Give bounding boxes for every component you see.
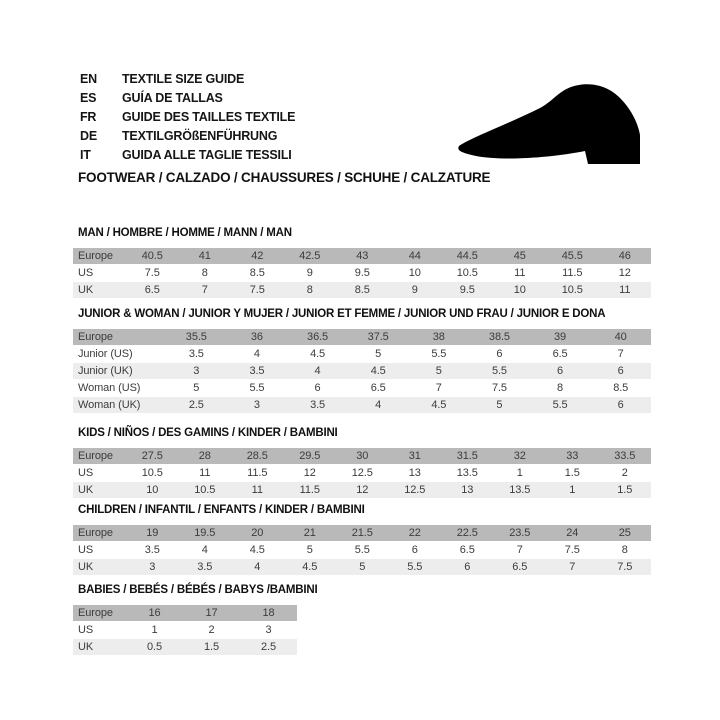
row-label: UK: [73, 482, 126, 499]
size-cell: 13: [389, 465, 442, 482]
language-list: [80, 70, 295, 165]
size-cell: 4.5: [348, 363, 409, 380]
size-row: [73, 482, 651, 499]
size-cell: 12: [284, 465, 337, 482]
size-cell: 29.5: [284, 448, 337, 465]
size-cell: 3: [126, 559, 179, 576]
size-table-children: [73, 525, 651, 576]
size-cell: 4.5: [409, 397, 470, 414]
size-cell: 3: [227, 397, 288, 414]
size-cell: 44: [389, 248, 442, 265]
size-cell: 22: [389, 525, 442, 542]
size-cell: 10: [126, 482, 179, 499]
size-cell: 4.5: [284, 559, 337, 576]
section-kids: [73, 427, 651, 499]
size-cell: 11: [494, 265, 547, 282]
size-cell: 3: [166, 363, 227, 380]
size-cell: 9.5: [441, 282, 494, 299]
row-label: US: [73, 542, 126, 559]
size-cell: 11: [179, 465, 232, 482]
size-cell: 8.5: [231, 265, 284, 282]
size-cell: 7: [590, 346, 651, 363]
row-label: UK: [73, 639, 126, 656]
dress-shoe-icon: [452, 78, 657, 173]
size-cell: 28: [179, 448, 232, 465]
size-cell: 41: [179, 248, 232, 265]
table-title-babies: BABIES / BEBÉS / BÉBÉS / BABYS /BAMBINI: [78, 584, 318, 596]
language-row: [80, 89, 295, 108]
size-cell: 6.5: [126, 282, 179, 299]
size-cell: 7.5: [469, 380, 530, 397]
size-row: [73, 448, 651, 465]
size-cell: 8: [530, 380, 591, 397]
size-table-babies: [73, 605, 297, 656]
size-cell: 43: [336, 248, 389, 265]
size-cell: 42: [231, 248, 284, 265]
size-cell: 31: [389, 448, 442, 465]
language-title: GUÍA DE TALLAS: [122, 91, 223, 105]
size-cell: 17: [183, 605, 240, 622]
size-row: [73, 639, 297, 656]
size-cell: 16: [126, 605, 183, 622]
size-cell: 40.5: [126, 248, 179, 265]
size-cell: 7.5: [231, 282, 284, 299]
size-table-junior-woman: [73, 329, 651, 414]
size-cell: 11.5: [231, 465, 284, 482]
language-row: [80, 70, 295, 89]
row-label: Woman (UK): [73, 397, 166, 414]
language-row: [80, 127, 295, 146]
size-cell: 38.5: [469, 329, 530, 346]
language-title: GUIDA ALLE TAGLIE TESSILI: [122, 148, 292, 162]
size-cell: 2: [183, 622, 240, 639]
size-cell: 42.5: [284, 248, 337, 265]
language-code: FR: [80, 110, 97, 124]
size-cell: 13.5: [441, 465, 494, 482]
size-row: [73, 248, 651, 265]
size-cell: 8.5: [336, 282, 389, 299]
size-cell: 33: [546, 448, 599, 465]
size-cell: 25: [599, 525, 652, 542]
size-cell: 7: [409, 380, 470, 397]
size-row: [73, 346, 651, 363]
size-cell: 10: [494, 282, 547, 299]
size-cell: 39: [530, 329, 591, 346]
size-cell: 3.5: [126, 542, 179, 559]
size-row: [73, 465, 651, 482]
size-cell: 5: [469, 397, 530, 414]
size-cell: 11.5: [284, 482, 337, 499]
size-cell: 6: [590, 397, 651, 414]
table-title-man: MAN / HOMBRE / HOMME / MANN / MAN: [78, 227, 292, 239]
size-row: [73, 265, 651, 282]
size-cell: 37.5: [348, 329, 409, 346]
size-cell: 24: [546, 525, 599, 542]
size-cell: 6: [590, 363, 651, 380]
size-cell: 10: [389, 265, 442, 282]
size-cell: 6.5: [441, 542, 494, 559]
language-title: TEXTILE SIZE GUIDE: [122, 72, 245, 86]
size-cell: 5: [409, 363, 470, 380]
size-cell: 5.5: [227, 380, 288, 397]
size-row: [73, 380, 651, 397]
size-cell: 9: [284, 265, 337, 282]
size-cell: 3.5: [179, 559, 232, 576]
size-table-man: [73, 248, 651, 299]
size-cell: 10.5: [441, 265, 494, 282]
size-cell: 21.5: [336, 525, 389, 542]
size-cell: 21: [284, 525, 337, 542]
size-cell: 30: [336, 448, 389, 465]
language-row: [80, 146, 295, 165]
size-cell: 27.5: [126, 448, 179, 465]
size-row: [73, 542, 651, 559]
size-row: [73, 363, 651, 380]
size-cell: 4: [287, 363, 348, 380]
size-cell: 32: [494, 448, 547, 465]
language-code: EN: [80, 72, 97, 86]
size-cell: 20: [231, 525, 284, 542]
size-cell: 7: [179, 282, 232, 299]
dress-shoe-svg: [452, 78, 657, 173]
size-cell: 10.5: [179, 482, 232, 499]
size-cell: 9: [389, 282, 442, 299]
row-label: US: [73, 622, 126, 639]
size-cell: 28.5: [231, 448, 284, 465]
size-cell: 7: [546, 559, 599, 576]
size-row: [73, 397, 651, 414]
size-cell: 2: [599, 465, 652, 482]
size-cell: 5: [166, 380, 227, 397]
size-cell: 35.5: [166, 329, 227, 346]
size-cell: 1.5: [599, 482, 652, 499]
size-cell: 5.5: [469, 363, 530, 380]
size-cell: 7.5: [599, 559, 652, 576]
size-cell: 4: [179, 542, 232, 559]
language-code: DE: [80, 129, 97, 143]
size-cell: 3.5: [287, 397, 348, 414]
size-cell: 1: [494, 465, 547, 482]
size-cell: 13.5: [494, 482, 547, 499]
row-label: Europe: [73, 329, 166, 346]
size-cell: 4: [348, 397, 409, 414]
size-cell: 5.5: [389, 559, 442, 576]
size-row: [73, 605, 297, 622]
size-cell: 2.5: [166, 397, 227, 414]
language-code: ES: [80, 91, 97, 105]
size-cell: 4: [227, 346, 288, 363]
size-cell: 6.5: [348, 380, 409, 397]
size-cell: 5: [284, 542, 337, 559]
row-label: UK: [73, 559, 126, 576]
size-cell: 4.5: [287, 346, 348, 363]
size-cell: 9.5: [336, 265, 389, 282]
size-cell: 44.5: [441, 248, 494, 265]
size-row: [73, 559, 651, 576]
size-cell: 3.5: [227, 363, 288, 380]
row-label: Junior (UK): [73, 363, 166, 380]
row-label: Junior (US): [73, 346, 166, 363]
size-cell: 6.5: [530, 346, 591, 363]
size-row: [73, 282, 651, 299]
size-cell: 19.5: [179, 525, 232, 542]
row-label: Europe: [73, 448, 126, 465]
size-cell: 12.5: [336, 465, 389, 482]
size-cell: 6.5: [494, 559, 547, 576]
size-cell: 4: [231, 559, 284, 576]
row-label: US: [73, 265, 126, 282]
table-title-junior-woman: JUNIOR & WOMAN / JUNIOR Y MUJER / JUNIOR ET FEMME / JUNIOR UND FRAU / JUNIOR E DONA: [78, 308, 606, 320]
row-label: Woman (US): [73, 380, 166, 397]
row-label: UK: [73, 282, 126, 299]
section-junior-woman: [73, 308, 651, 414]
category-line: FOOTWEAR / CALZADO / CHAUSSURES / SCHUHE / CALZATURE: [78, 170, 491, 185]
section-children: [73, 504, 651, 576]
size-cell: 13: [441, 482, 494, 499]
size-cell: 12.5: [389, 482, 442, 499]
size-cell: 6: [441, 559, 494, 576]
size-cell: 3: [240, 622, 297, 639]
section-man: [73, 227, 651, 299]
size-cell: 46: [599, 248, 652, 265]
section-babies: [73, 584, 317, 656]
size-cell: 2.5: [240, 639, 297, 656]
size-cell: 8.5: [590, 380, 651, 397]
size-cell: 40: [590, 329, 651, 346]
size-cell: 5.5: [336, 542, 389, 559]
size-cell: 7: [494, 542, 547, 559]
row-label: Europe: [73, 605, 126, 622]
table-title-kids: KIDS / NIÑOS / DES GAMINS / KINDER / BAMBINI: [78, 427, 338, 439]
size-cell: 12: [336, 482, 389, 499]
language-title: GUIDE DES TAILLES TEXTILE: [122, 110, 296, 124]
size-cell: 6: [389, 542, 442, 559]
size-cell: 31.5: [441, 448, 494, 465]
size-cell: 33.5: [599, 448, 652, 465]
size-cell: 1.5: [546, 465, 599, 482]
size-cell: 0.5: [126, 639, 183, 656]
size-row: [73, 525, 651, 542]
size-cell: 1.5: [183, 639, 240, 656]
size-cell: 36.5: [287, 329, 348, 346]
size-cell: 11: [599, 282, 652, 299]
size-cell: 4.5: [231, 542, 284, 559]
size-cell: 1: [126, 622, 183, 639]
size-cell: 6: [287, 380, 348, 397]
size-cell: 8: [179, 265, 232, 282]
size-cell: 18: [240, 605, 297, 622]
size-cell: 11: [231, 482, 284, 499]
size-cell: 12: [599, 265, 652, 282]
size-cell: 19: [126, 525, 179, 542]
size-cell: 45.5: [546, 248, 599, 265]
size-cell: 5: [336, 559, 389, 576]
size-cell: 3.5: [166, 346, 227, 363]
size-cell: 8: [284, 282, 337, 299]
size-cell: 6: [469, 346, 530, 363]
row-label: Europe: [73, 248, 126, 265]
size-cell: 6: [530, 363, 591, 380]
table-title-children: CHILDREN / INFANTIL / ENFANTS / KINDER / BAMBINI: [78, 504, 365, 516]
size-cell: 10.5: [546, 282, 599, 299]
size-cell: 22.5: [441, 525, 494, 542]
size-cell: 5: [348, 346, 409, 363]
size-cell: 45: [494, 248, 547, 265]
language-code: IT: [80, 148, 91, 162]
size-row: [73, 622, 297, 639]
size-cell: 10.5: [126, 465, 179, 482]
row-label: Europe: [73, 525, 126, 542]
size-cell: 8: [599, 542, 652, 559]
size-table-kids: [73, 448, 651, 499]
language-title: TEXTILGRÖßENFÜHRUNG: [122, 129, 278, 143]
row-label: US: [73, 465, 126, 482]
size-cell: 36: [227, 329, 288, 346]
size-cell: 7.5: [126, 265, 179, 282]
size-cell: 5.5: [530, 397, 591, 414]
language-row: [80, 108, 295, 127]
size-cell: 23.5: [494, 525, 547, 542]
size-cell: 38: [409, 329, 470, 346]
size-cell: 11.5: [546, 265, 599, 282]
size-cell: 1: [546, 482, 599, 499]
size-cell: 5.5: [409, 346, 470, 363]
size-cell: 7.5: [546, 542, 599, 559]
size-row: [73, 329, 651, 346]
